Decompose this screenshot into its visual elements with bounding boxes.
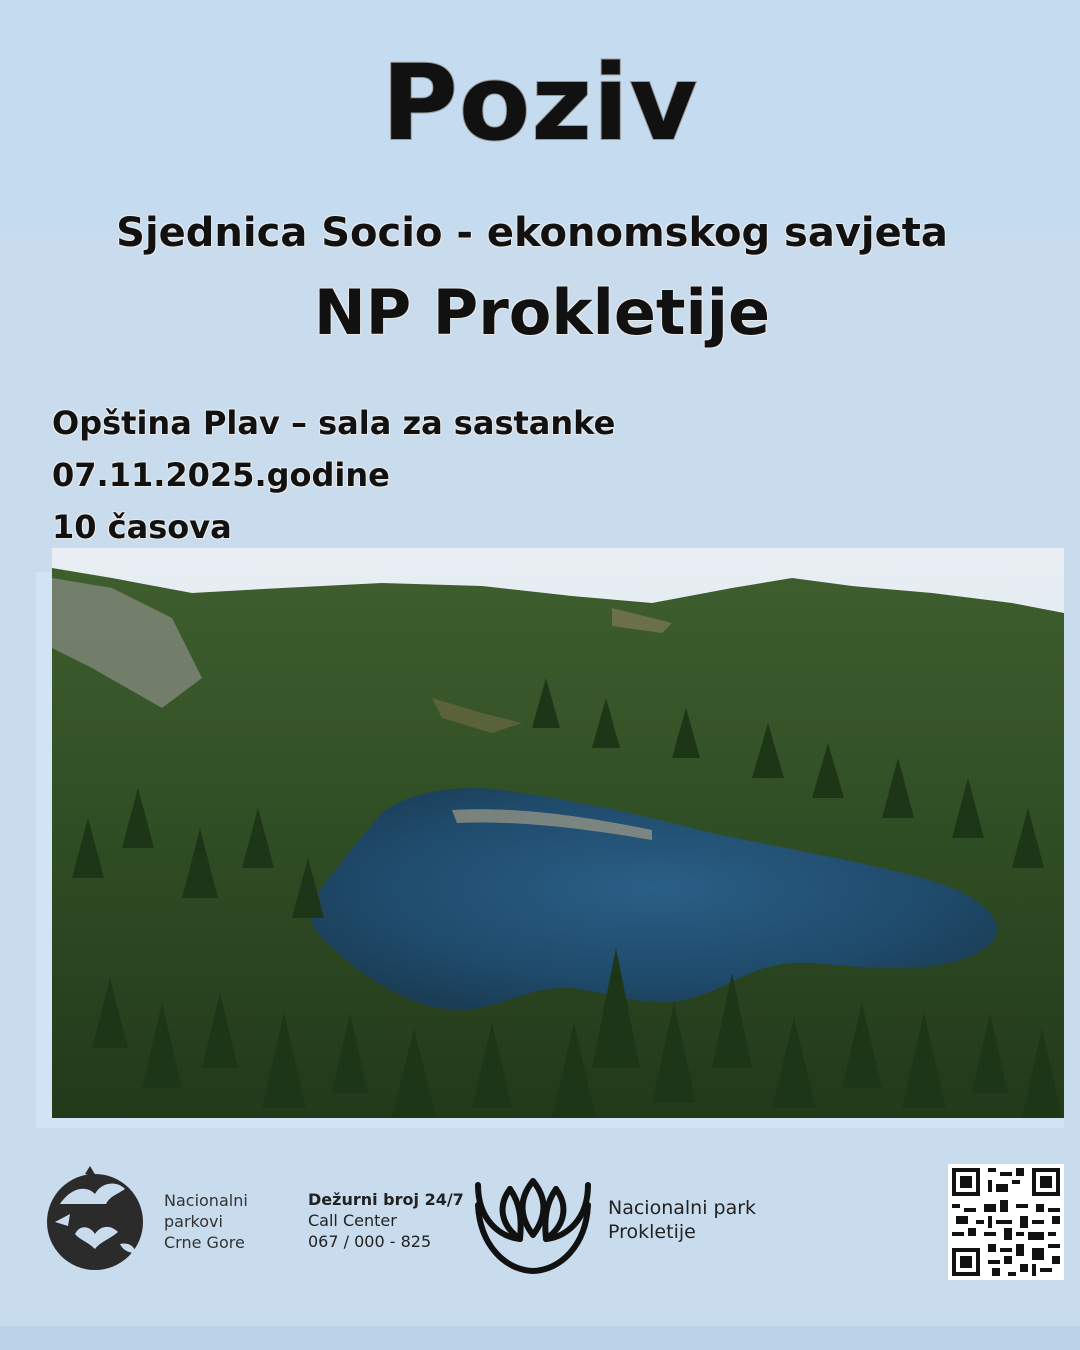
- hotline-block: [308, 1189, 464, 1252]
- event-location: Opština Plav – sala za sastanke: [52, 404, 616, 442]
- tulip-leaves-logo-icon: [470, 1175, 596, 1275]
- qr-code-icon[interactable]: [948, 1164, 1064, 1280]
- bottom-strip: [0, 1326, 1080, 1350]
- hotline-title: Dežurni broj 24/7: [308, 1190, 464, 1209]
- park-name-text: [608, 1196, 756, 1244]
- np-crne-gore-line-3: Crne Gore: [164, 1233, 245, 1252]
- hotline-phone[interactable]: 067 / 000 - 825: [308, 1232, 432, 1251]
- poster-title: Poziv: [381, 42, 699, 164]
- np-crne-gore-line-2: parkovi: [164, 1212, 223, 1231]
- event-date: 07.11.2025.godine: [52, 456, 390, 494]
- park-name-line-2: Prokletije: [608, 1221, 696, 1243]
- event-time: 10 časova: [52, 508, 232, 546]
- subtitle-line-2: NP Prokletije: [313, 276, 771, 349]
- hotline-subtitle: Call Center: [308, 1211, 397, 1230]
- lake-photo: [52, 548, 1064, 1118]
- np-crne-gore-text: [164, 1190, 248, 1253]
- animals-circle-logo-icon: [40, 1164, 150, 1276]
- np-crne-gore-line-1: Nacionalni: [164, 1191, 248, 1210]
- subtitle-line-1: Sjednica Socio - ekonomskog savjeta: [116, 210, 948, 256]
- park-name-line-1: Nacionalni park: [608, 1197, 757, 1219]
- event-details: [52, 400, 615, 556]
